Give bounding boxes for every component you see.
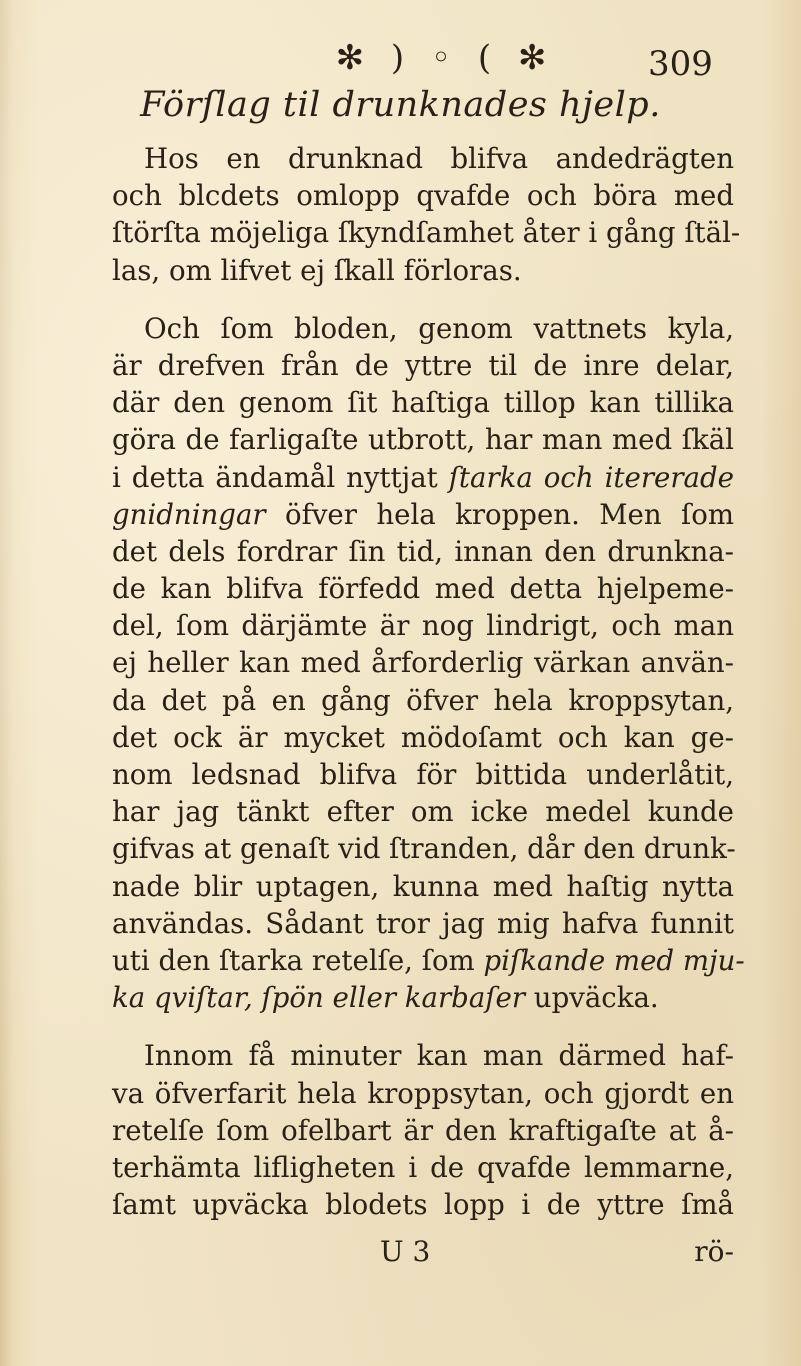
body-text <box>112 140 745 1223</box>
text-line: ſtörſta möjeliga ſkyndſamhet åter i gång ſtäl- <box>112 216 741 250</box>
text-line: gifvas at genaſt vid ſtranden, dår den drunk- <box>112 832 736 866</box>
text-line: göra de farligaſte utbrott, har man med ſkäl <box>112 423 734 457</box>
text-line <box>112 942 745 979</box>
text-line: de kan blifva förfedd med detta hjelpeme- <box>112 572 734 606</box>
line-text: uti den ſtarka retelſe, ſom <box>112 943 475 977</box>
italic-phrase: ſtarka och itererade <box>448 460 734 494</box>
text-line <box>112 459 734 496</box>
text-line: är drefven från de yttre til de inre delar, <box>112 348 734 382</box>
paragraph-2 <box>112 310 745 1017</box>
text-line: Och ſom bloden, genom vattnets kyla, <box>144 311 734 345</box>
italic-phrase: ſpön eller karbaſer <box>261 981 526 1015</box>
paragraph-3 <box>112 1037 734 1223</box>
section-heading: Förſlag til drunknades hjelp. <box>140 85 661 125</box>
line-text: i detta ändamål nyttjat <box>112 460 438 494</box>
italic-phrase: gnidningar <box>112 497 266 531</box>
text-line: det dels fordrar ſin tid, innan den drunkna- <box>112 534 734 568</box>
italic-phrase: ka <box>112 981 146 1015</box>
text-line: det ock är mycket mödoſamt och kan ge- <box>112 720 734 754</box>
text-line: retelſe ſom ofelbart är den kraftigaſte at å- <box>112 1113 734 1147</box>
text-line: las, om lifvet ej ſkall förloras. <box>112 253 522 287</box>
page-number: 309 <box>648 44 713 84</box>
text-line: där den genom ſit haſtiga tillop kan tillika <box>112 386 734 420</box>
text-line: har jag tänkt efter om icke medel kunde <box>112 795 734 829</box>
text-line: nom ledsnad blifva för bittida underlåtit, <box>112 758 734 791</box>
signature-mark: U 3 <box>380 1235 431 1268</box>
text-line: nade blir uptagen, kunna med haſtig nytta <box>112 869 734 903</box>
catchword: rö- <box>694 1235 734 1268</box>
text-line: ſamt upväcka blodets lopp i de yttre ſmå <box>112 1188 734 1222</box>
italic-phrase: qviſtar, <box>153 981 253 1015</box>
text-line: ej heller kan med årforderlig värkan använ- <box>112 646 734 680</box>
text-line: användas. Sådant tror jag mig hafva funnit <box>112 906 734 940</box>
line-text: upväcka. <box>533 981 659 1015</box>
page-footer <box>112 1235 734 1275</box>
text-line: Hos en drunknad blifva andedrägten <box>144 142 734 175</box>
text-line: da det på en gång öfver hela kroppsytan, <box>112 683 734 717</box>
text-line <box>112 979 734 1016</box>
text-line: och blcdets omlopp qvafde och böra med <box>112 179 734 213</box>
text-line: Innom få minuter kan man därmed haf- <box>144 1039 734 1073</box>
paragraph-1 <box>112 140 741 289</box>
line-text: öfver hela kroppen. Men ſom <box>285 497 734 531</box>
text-line: del, ſom därjämte är nog lindrigt, och man <box>112 609 734 643</box>
text-line <box>112 496 734 533</box>
italic-phrase: piſkande med mju- <box>483 943 745 977</box>
header-ornament: ✻ ) ◦ ( ✻ <box>335 38 555 78</box>
text-line: terhämta lifligheten i de qvafde lemmarne, <box>112 1150 734 1184</box>
running-header <box>0 38 801 88</box>
text-line: va öfverfarit hela kroppsytan, och gjordt en <box>112 1076 734 1110</box>
